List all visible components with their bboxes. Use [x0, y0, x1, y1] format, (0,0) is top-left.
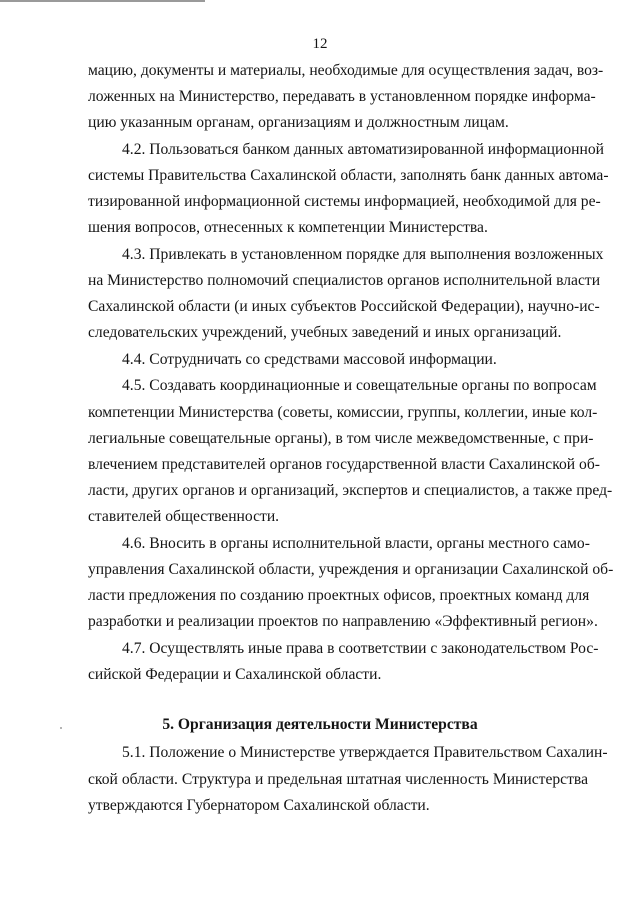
paragraph-4-3-first-line: 4.3. Привлекать в установленном порядке для выполнения возложенных — [122, 246, 604, 263]
page-number: 12 — [312, 36, 328, 52]
body-line: разработки и реализации проектов по направлению «Эффективный регион». — [88, 613, 598, 630]
body-line: системы Правительства Сахалинской области, заполнять банк данных автома- — [88, 167, 609, 184]
body-line: ласти предложения по созданию проектных офисов, проектных команд для — [88, 587, 590, 604]
body-line: ласти, других органов и организаций, экспертов и специалистов, а также пред- — [88, 482, 613, 499]
section-heading: 5. Организация деятельности Министерства — [162, 716, 478, 733]
body-line: шения вопросов, отнесенных к компетенции Министерства. — [88, 219, 488, 236]
body-line: на Министерство полномочий специалистов органов исполнительной власти — [88, 272, 601, 289]
body-line: ложенных на Министерство, передавать в установленном порядке информа- — [88, 88, 596, 105]
body-line: сийской Федерации и Сахалинской области. — [88, 666, 382, 683]
body-line: ской области. Структура и предельная штатная численность Министерства — [88, 771, 588, 788]
body-line: управления Сахалинской области, учреждения и организации Сахалинской об- — [88, 561, 614, 578]
body-line: влечением представителей органов государственной власти Сахалинской об- — [88, 456, 600, 473]
body-line: Сахалинской области (и иных субъектов Российской Федерации), научно-ис- — [88, 298, 600, 315]
body-line: легиальные совещательные органы), в том числе межведомственные, с при- — [88, 430, 594, 447]
scan-edge-rule — [0, 0, 205, 2]
body-line: следовательских учреждений, учебных заведений и иных организаций. — [88, 324, 562, 341]
body-line: утверждаются Губернатором Сахалинской области. — [88, 797, 430, 814]
body-line: мацию, документы и материалы, необходимые для осуществления задач, воз- — [88, 62, 604, 79]
paragraph-4-6-first-line: 4.6. Вносить в органы исполнительной власти, органы местного само- — [122, 535, 590, 552]
paragraph-4-5-first-line: 4.5. Создавать координационные и совещательные органы по вопросам — [122, 377, 597, 394]
body-line: ставителей общественности. — [88, 508, 280, 525]
paragraph-5-1-first-line: 5.1. Положение о Министерстве утверждается Правительством Сахалин- — [122, 744, 608, 761]
paragraph-4-4-line: 4.4. Сотрудничать со средствами массовой информации. — [122, 351, 497, 368]
body-line: компетенции Министерства (советы, комиссии, группы, коллегии, иные кол- — [88, 404, 598, 421]
body-line: тизированной информационной системы информацией, необходимой для ре- — [88, 193, 601, 210]
paragraph-4-2-first-line: 4.2. Пользоваться банком данных автоматизированной информационной — [122, 141, 604, 158]
body-line: цию указанным органам, организациям и должностным лицам. — [88, 114, 509, 131]
paragraph-4-7-first-line: 4.7. Осуществлять иные права в соответствии с законодательством Рос- — [122, 640, 599, 657]
